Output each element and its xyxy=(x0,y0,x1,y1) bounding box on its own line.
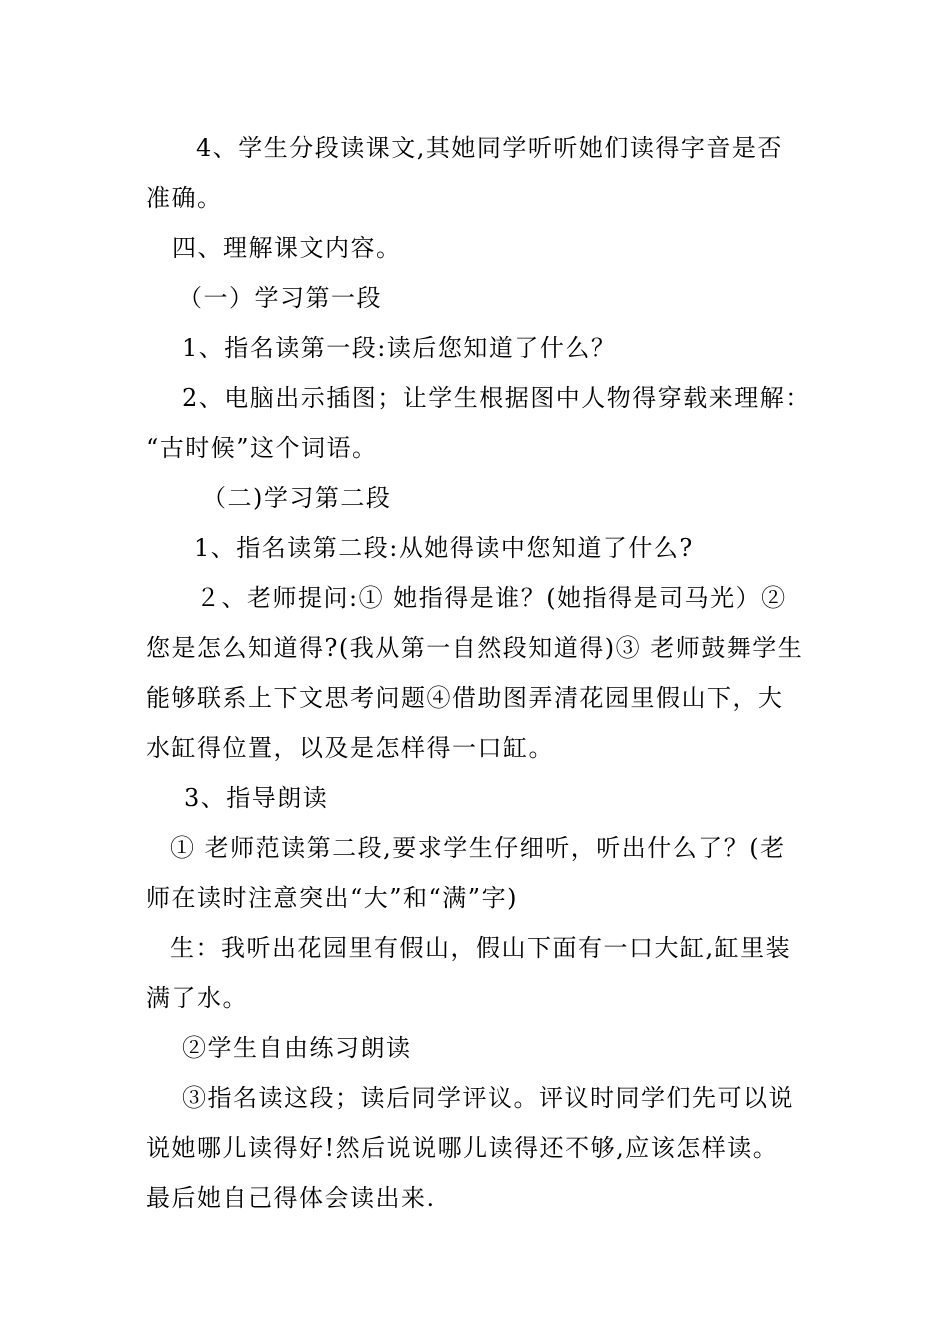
paragraph-line: 生：我听出花园里有假山，假山下面有一口大缸,缸里装 xyxy=(170,934,792,962)
paragraph-line: ① 老师范读第二段,要求学生仔细听，听出什么了？(老 xyxy=(170,834,786,862)
paragraph-line: 1、指名读第二段:从她得读中您知道了什么? xyxy=(194,534,694,562)
paragraph-line: 准确。 xyxy=(146,184,223,212)
subsection-heading: （一）学习第一段 xyxy=(178,284,382,312)
paragraph-line: 您是怎么知道得?(我从第一自然段知道得)③ 老师鼓舞学生 xyxy=(146,634,804,662)
paragraph-line: “古时候”这个词语。 xyxy=(146,434,378,462)
paragraph-line: 2、电脑出示插图；让学生根据图中人物得穿载来理解： xyxy=(182,384,811,412)
paragraph-line: ２、老师提问:① 她指得是谁？(她指得是司马光）② xyxy=(196,584,787,612)
paragraph-line: 4、学生分段读课文,其她同学听听她们读得字音是否 xyxy=(196,134,783,162)
paragraph-line: 师在读时注意突出“大”和“满”字) xyxy=(146,884,518,912)
paragraph-line: 能够联系上下文思考问题④借助图弄清花园里假山下，大 xyxy=(146,684,784,712)
subsection-heading: （二)学习第二段 xyxy=(202,484,392,512)
section-heading: 四、理解课文内容。 xyxy=(172,234,402,262)
paragraph-line: ③指名读这段；读后同学评议。评议时同学们先可以说 xyxy=(182,1084,794,1112)
paragraph-line: 1、指名读第一段:读后您知道了什么？ xyxy=(182,334,617,362)
paragraph-line: ②学生自由练习朗读 xyxy=(182,1034,412,1062)
paragraph-line: 水缸得位置，以及是怎样得一口缸。 xyxy=(146,734,554,762)
paragraph-line: 满了水。 xyxy=(146,984,248,1012)
paragraph-line: 说她哪儿读得好!然后说说哪儿读得还不够,应该怎样读。 xyxy=(146,1134,779,1162)
paragraph-line: 最后她自己得体会读出来. xyxy=(146,1184,436,1212)
paragraph-line: 3、指导朗读 xyxy=(184,784,329,812)
